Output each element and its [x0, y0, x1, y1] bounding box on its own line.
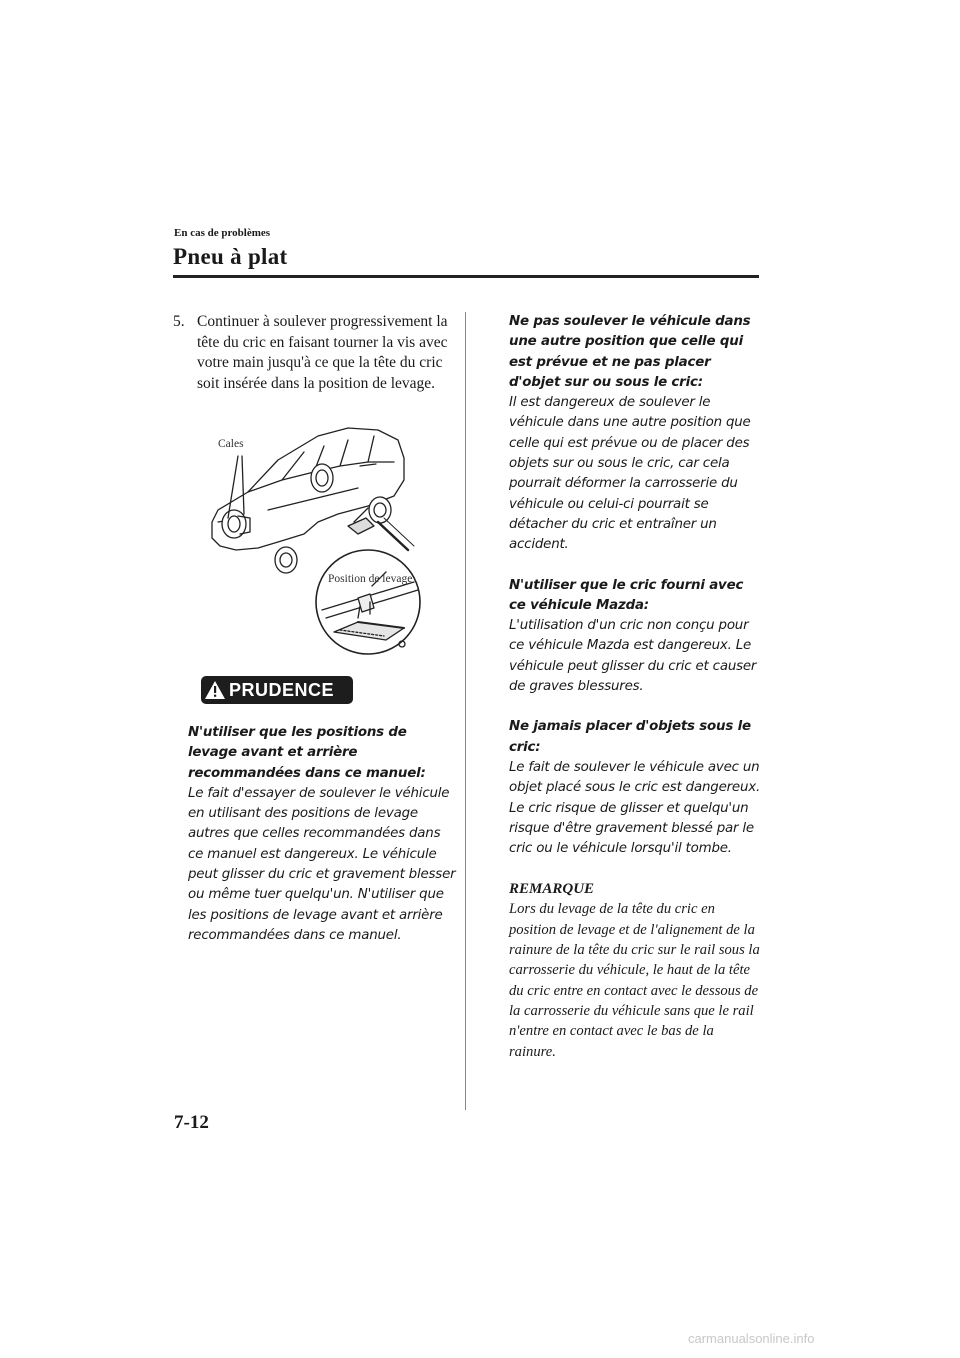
caution-block — [188, 723, 458, 946]
warning-body: L'utilisation d'un cric non conçu pour ce véhicule Mazda est dangereux. Le véhicule peut glisser du cric et causer de graves blessures. — [509, 618, 757, 695]
step-number: 5. — [173, 313, 185, 330]
header-rule — [173, 275, 759, 278]
right-column — [509, 312, 761, 1062]
watermark: carmanualsonline.info — [688, 1331, 815, 1346]
lifting-position-label: Position de levage — [328, 573, 413, 585]
step-text: Continuer à soulever progressivement la tête du cric en faisant tourner la vis avec votre main jusqu'à ce que la tête du cric soit insérée dans la position de levage. — [197, 313, 448, 392]
step-5 — [173, 312, 453, 394]
warning-objects-under-jack — [509, 717, 761, 859]
warning-heading: N'utiliser que le cric fourni avec ce véhicule Mazda: — [509, 577, 744, 613]
caution-heading: N'utiliser que les positions de levage avant et arrière recommandées dans ce manuel: — [188, 725, 426, 781]
warning-body: Il est dangereux de soulever le véhicule dans une autre position que celle qui est prévue ou de placer des objets sur ou sous le cric, car cela pourrait déformer la carrosserie du véhicule ou celui-ci pourrait se détacher du cric et entraîner un accident. — [509, 395, 751, 553]
column-divider — [465, 312, 466, 1110]
page-title: Pneu à plat — [173, 244, 288, 269]
chocks-label: Cales — [218, 438, 244, 450]
caution-body: Le fait d'essayer de soulever le véhicule en utilisant des positions de levage autres que celles recommandées dans ce manuel est dangereux. Le véhicule peut glisser du cric et gravement blesser ou même tuer quelqu'un. N'utiliser que les positions de levage avant et arrière recommandées dans ce manuel. — [188, 785, 456, 943]
warning-supplied-jack — [509, 576, 761, 698]
page-number: 7-12 — [174, 1112, 209, 1133]
note-body: Lors du levage de la tête du cric en position de levage et de l'alignement de la rainure de la tête du cric sur le rail sous la carrosserie du véhicule, le haut de la tête du cric entre en contact avec le dessous de la carrosserie du véhicule sans que le rail n'entre en contact avec le bas de la rainure. — [509, 901, 760, 1060]
caution-label: PRUDENCE — [229, 679, 335, 700]
warning-heading: Ne jamais placer d'objets sous le cric: — [509, 719, 751, 755]
warning-triangle-icon — [201, 676, 229, 704]
warning-body: Le fait de soulever le véhicule avec un objet placé sous le cric est dangereux. Le cric risque de glisser et quelqu'un risque d'être gravement blessé par le cric ou le véhicule lorsqu'il tombe. — [509, 759, 761, 857]
caution-badge — [201, 676, 353, 704]
jacking-illustration — [208, 422, 430, 662]
warning-heading: Ne pas soulever le véhicule dans une autre position que celle qui est prévue et ne pas placer d'objet sur ou sous le cric: — [509, 314, 751, 390]
car-jack-drawing — [208, 422, 430, 662]
warning-lifting-position — [509, 312, 761, 556]
section-label: En cas de problèmes — [174, 227, 271, 239]
note-title: REMARQUE — [509, 881, 595, 898]
